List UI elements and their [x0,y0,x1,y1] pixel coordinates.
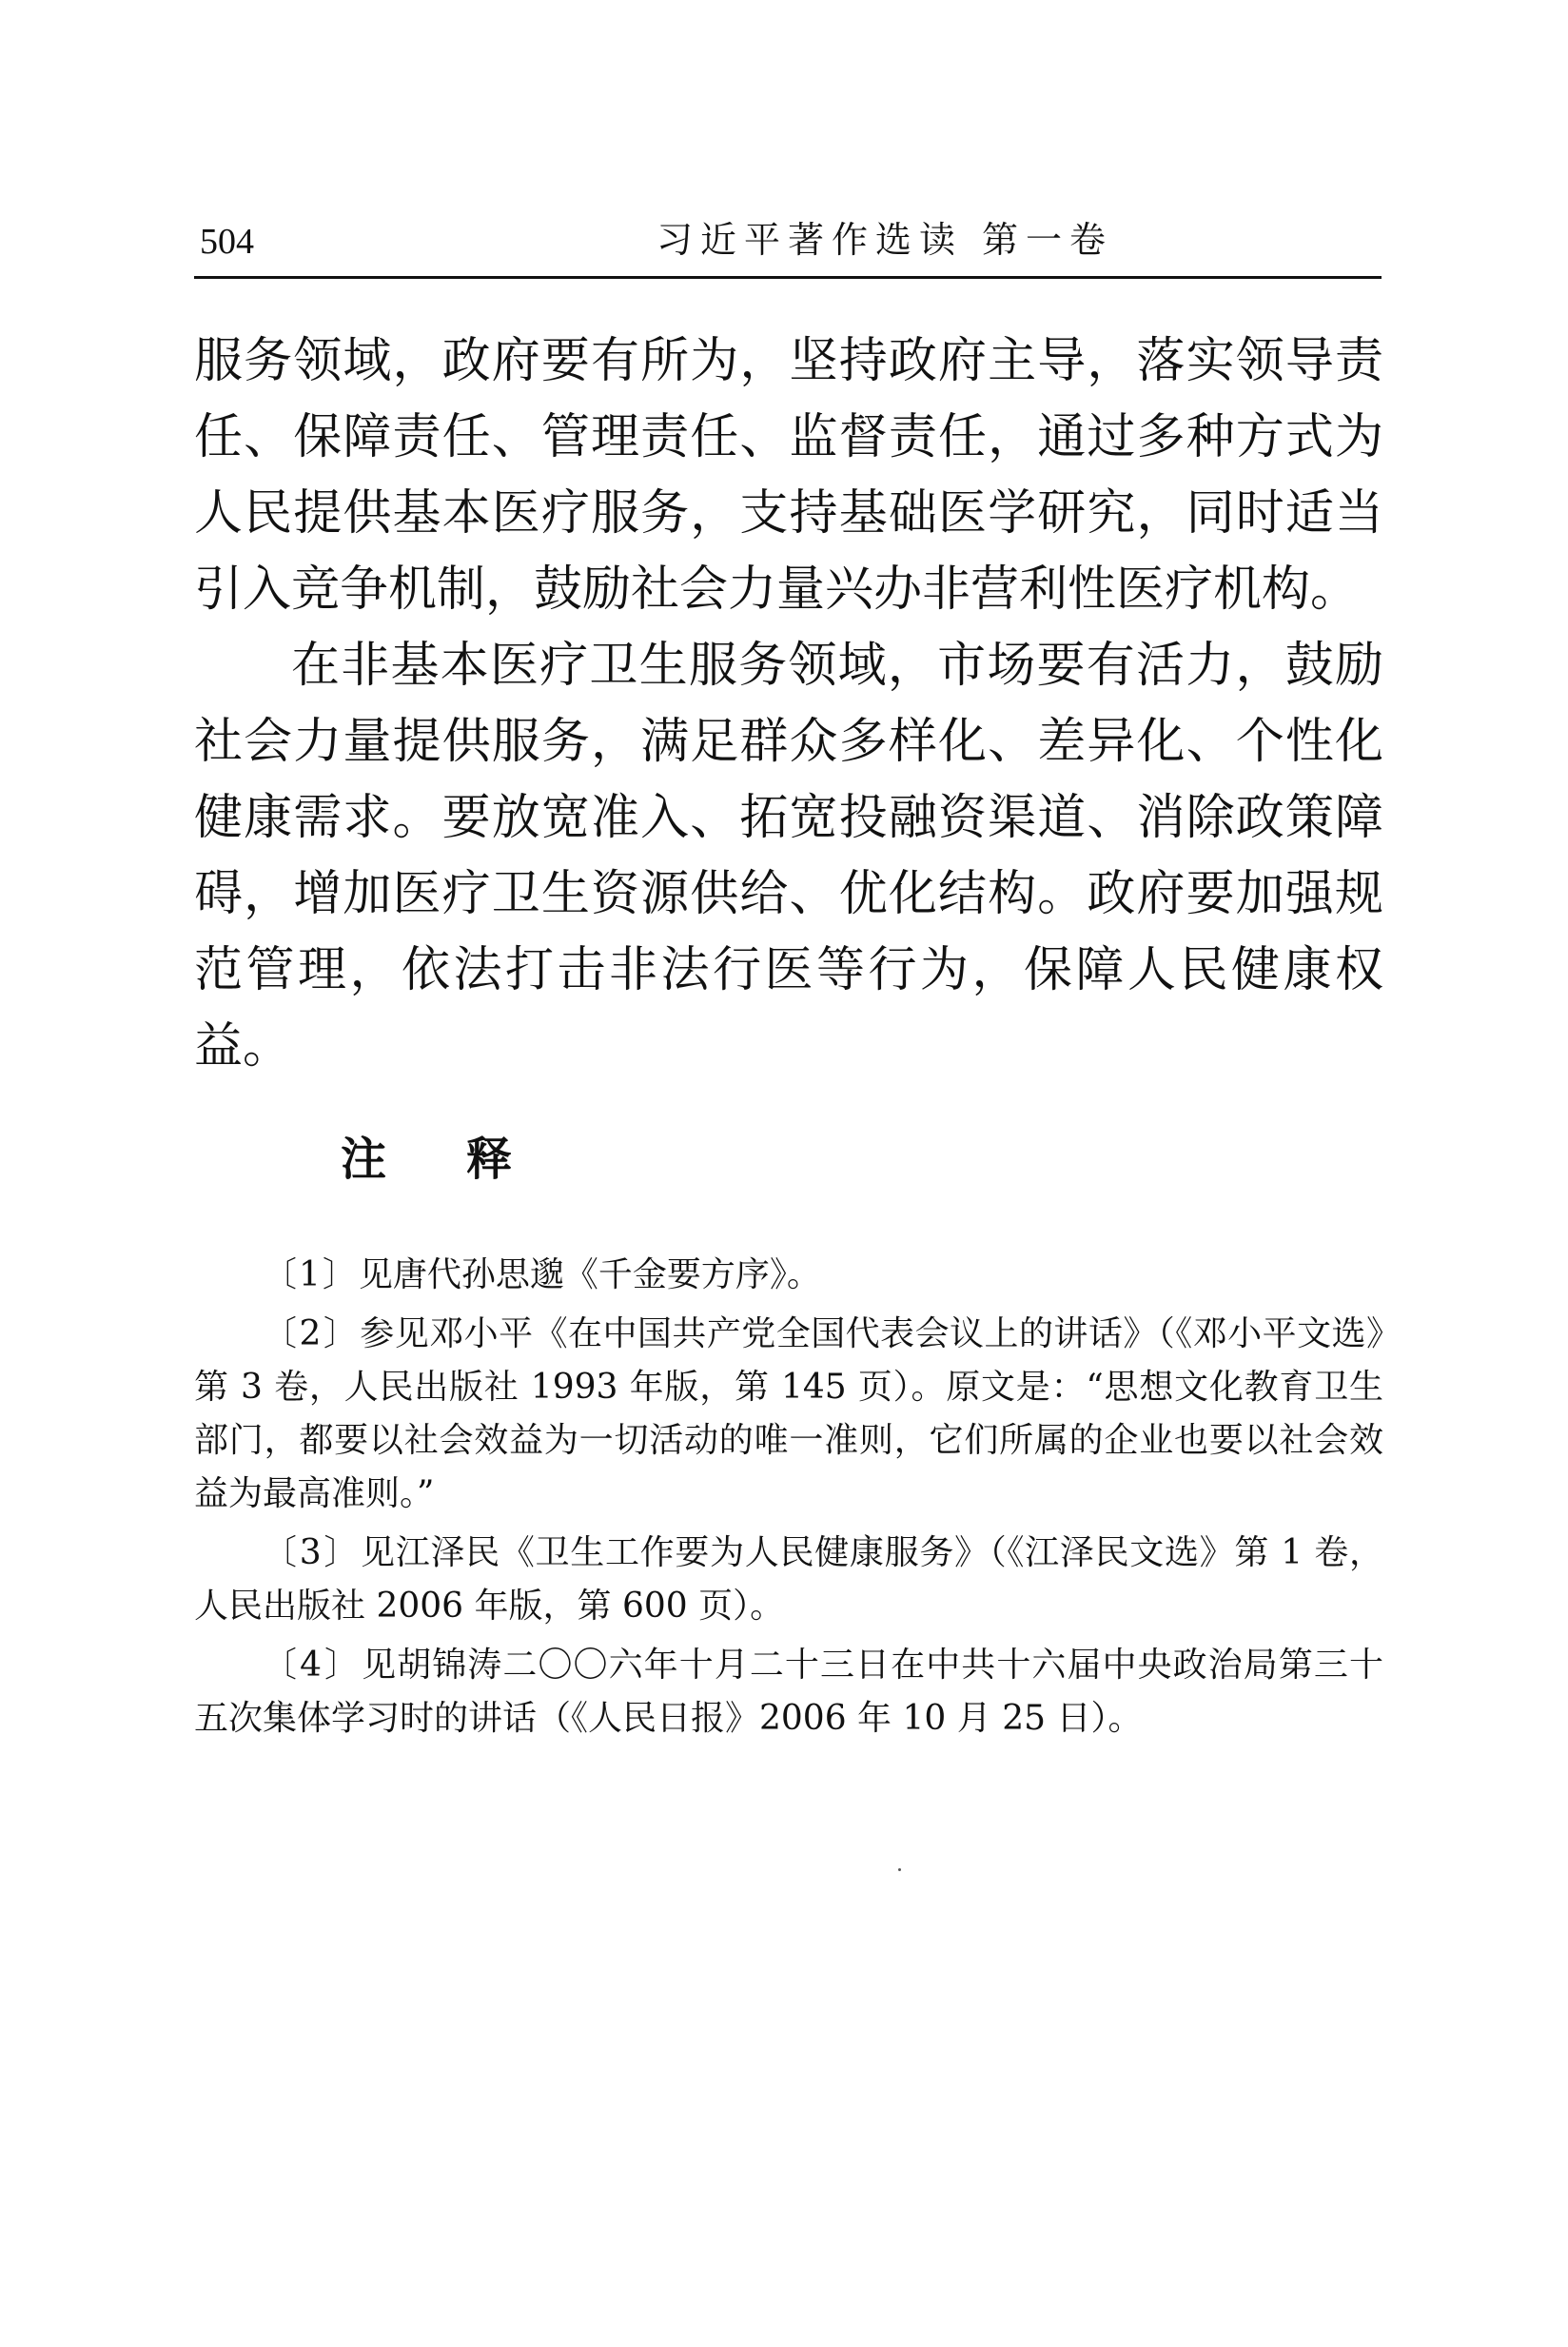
scan-speck [898,1868,901,1871]
notes-heading [341,1131,512,1188]
note-item [194,1249,1383,1302]
note-marker: 〔2〕 [263,1314,361,1353]
paragraph: 在非基本医疗卫生服务领域，市场要有活力，鼓励社会力量提供服务，满足群众多样化、差异化、个性化健康需求。要放宽准入、拓宽投融资渠道、消除政策障碍，增加医疗卫生资源供给、优化结构。政府要加强规范管理，依法打击非法行医等行为，保障人民健康权益。 [194,638,1383,1075]
notes-list [194,1249,1383,1751]
page-number: 504 [200,222,254,262]
note-marker: 〔1〕 [263,1255,359,1294]
note-marker: 〔4〕 [263,1646,363,1685]
note-text: 见胡锦涛二〇〇六年十月二十三日在中共十六届中央政治局第三十五次集体学习时的讲话（《人民日报》2006 年 10 月 25 日）。 [194,1646,1383,1738]
main-text [194,324,1383,1085]
paragraph-continued: 服务领域，政府要有所为，坚持政府主导，落实领导责任、保障责任、管理责任、监督责任，通过多种方式为人民提供基本医疗服务，支持基础医学研究，同时适当引入竞争机制，鼓励社会力量兴办非营利性医疗机构。 [194,333,1383,618]
notes-heading-right: 释 [466,1133,513,1186]
note-text: 见唐代孙思邈《千金要方序》。 [358,1255,821,1294]
note-item [194,1639,1383,1745]
running-title: 习近平著作选读 第一卷 [656,219,1114,261]
note-item [194,1308,1383,1521]
note-text: 见江泽民《卫生工作要为人民健康服务》（《江泽民文选》第 1 卷，人民出版社 2006 年版，第 600 页）。 [194,1533,1384,1626]
notes-heading-left: 注 [341,1133,387,1186]
note-item [194,1527,1383,1633]
header-rule [194,276,1382,279]
note-marker: 〔3〕 [263,1533,362,1572]
note-text: 参见邓小平《在中国共产党全国代表会议上的讲话》（《邓小平文选》第 3 卷，人民出版社 1993 年版，第 145 页）。原文是：“思想文化教育卫生部门，都要以社会效益为一切活动的唯一准则，它们所属的企业也要以社会效益为最高准则。” [194,1314,1383,1513]
